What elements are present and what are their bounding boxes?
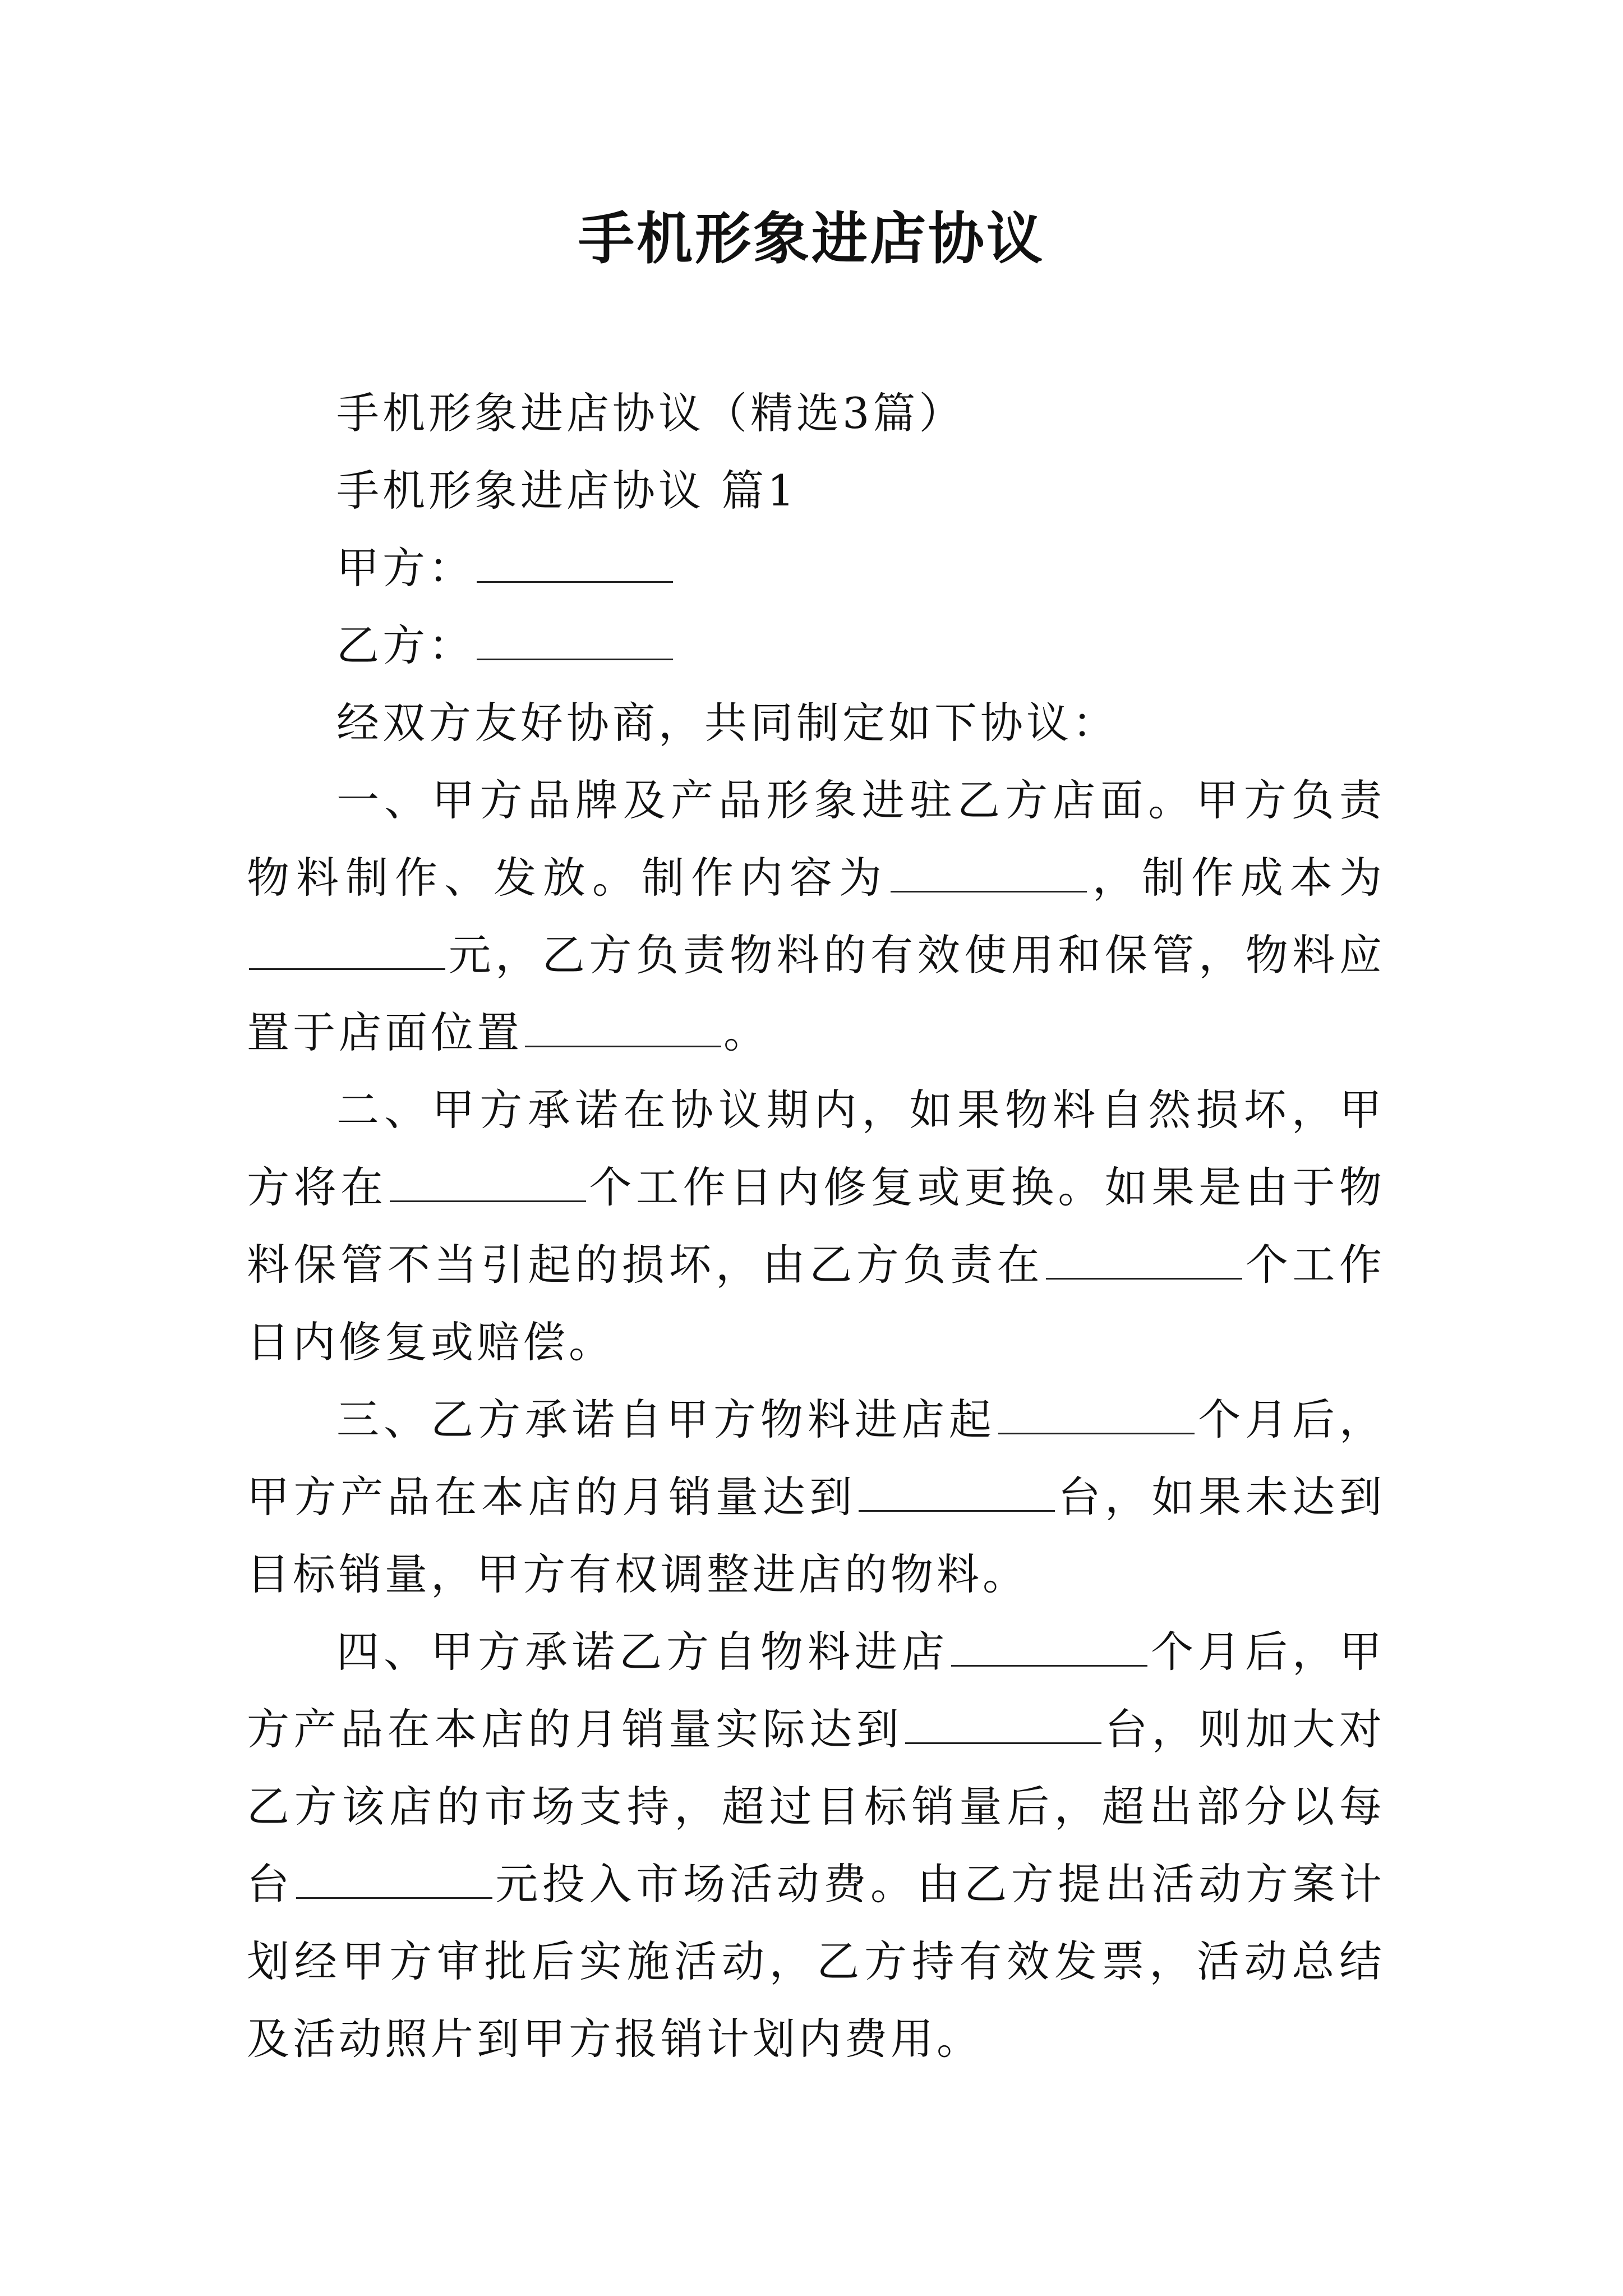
party-b-blank [477, 658, 673, 660]
party-a-label: 甲方： [336, 543, 474, 593]
clause-4 [247, 1613, 1385, 2078]
party-b-label: 乙方： [336, 620, 474, 670]
party-a-blank [477, 581, 673, 583]
document-title: 手机形象进店协议 [578, 205, 1045, 272]
fill-blank [1046, 1277, 1242, 1280]
clause-4-text-3: 台，则加大对乙方该店的市场支持，超过目标销量后，超出部分以每台 [247, 1704, 1386, 1909]
clause-1-text-3: 元，乙方负责物料的有效使用和保管，物料应置于店面位置 [247, 930, 1385, 1057]
clause-4-text-2: 个月后，甲方产品在本店的月销量实际达到 [247, 1627, 1385, 1754]
fill-blank [859, 1510, 1055, 1512]
clause-1-text-2: ，制作成本为 [1089, 853, 1385, 903]
party-a-line [247, 530, 1385, 607]
clause-3 [247, 1381, 1385, 1613]
intro-paragraph: 经双方友好协商，共同制定如下协议： [336, 698, 1118, 748]
clause-4-text-1: 四、甲方承诺乙方自物料进店 [336, 1627, 949, 1677]
fill-blank [891, 890, 1087, 892]
fill-blank [296, 1897, 492, 1899]
clause-1-text-4: 。 [723, 1007, 769, 1057]
subtitle: 手机形象进店协议（精选3篇） [336, 388, 965, 438]
clause-3-text-3: 台，如果未达到目标销量，甲方有权调整进店的物料。 [247, 1472, 1386, 1599]
clause-2 [247, 1071, 1385, 1381]
clause-2-text-2: 个工作日内修复或更换。如果是由于物料保管不当引起的损坏，由乙方负责在 [247, 1162, 1386, 1290]
fill-blank [905, 1742, 1101, 1744]
fill-blank [998, 1432, 1195, 1434]
fill-blank [390, 1200, 586, 1202]
section-heading: 手机形象进店协议 篇1 [336, 466, 798, 516]
clause-3-text-2: 个月后，甲方产品在本店的月销量达到 [247, 1395, 1385, 1522]
party-b-line [247, 607, 1385, 684]
fill-blank [249, 968, 445, 970]
clause-3-text-1: 三、乙方承诺自甲方物料进店起 [336, 1395, 996, 1444]
clause-2-text-3: 个工作日内修复或赔偿。 [247, 1240, 1386, 1367]
clause-2-text-1: 二、甲方承诺在协议期内，如果物料自然损坏，甲方将在 [247, 1085, 1385, 1212]
clause-1-text-1: 一、甲方品牌及产品形象进驻乙方店面。甲方负责物料制作、发放。制作内容为 [247, 775, 1385, 903]
document-body [247, 375, 1385, 2078]
clause-4-text-4: 元投入市场活动费。由乙方提出活动方案计划经甲方审批后实施活动，乙方持有效发票，活动总结及活动照片到甲方报销计划内费用。 [247, 1859, 1386, 2064]
fill-blank [525, 1045, 721, 1047]
fill-blank [951, 1664, 1147, 1667]
clause-1 [247, 762, 1385, 1071]
